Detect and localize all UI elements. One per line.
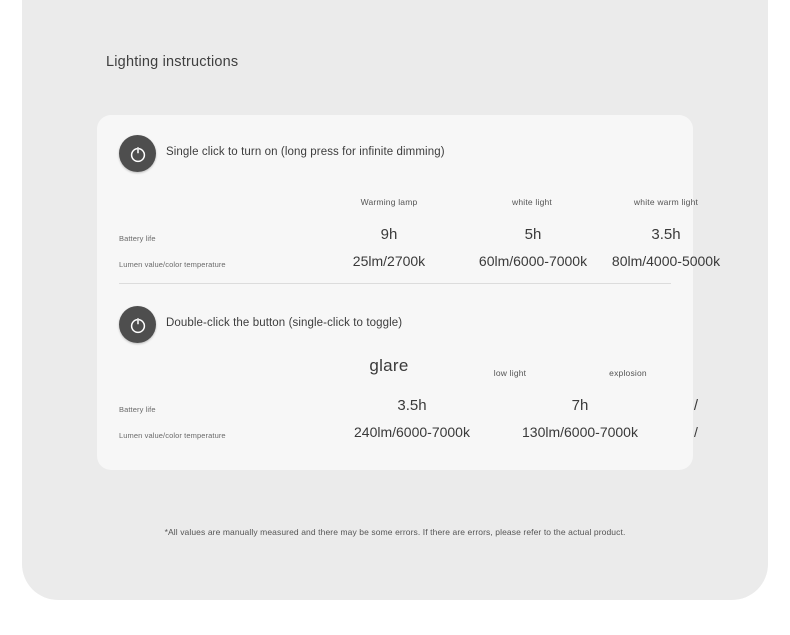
cell-lumen-1: 240lm/6000-7000k <box>354 424 470 440</box>
section-divider <box>119 283 671 284</box>
section-heading: Single click to turn on (long press for infinite dimming) <box>166 146 445 158</box>
column-header-2: white light <box>512 197 552 207</box>
section-heading: Double-click the button (single-click to toggle) <box>166 317 403 329</box>
cell-lumen-2: 130lm/6000-7000k <box>522 424 638 440</box>
row-label-lumen: Lumen value/color temperature <box>119 431 226 440</box>
row-label-lumen: Lumen value/color temperature <box>119 260 226 269</box>
page-title: Lighting instructions <box>106 54 239 70</box>
cell-lumen-3: / <box>694 424 698 440</box>
column-header-1: glare <box>369 356 409 375</box>
power-icon <box>119 306 156 343</box>
column-header-3: explosion <box>609 368 647 378</box>
section-single-click <box>97 135 721 269</box>
power-icon <box>119 135 156 172</box>
section-double-click <box>97 306 699 440</box>
cell-battery-2: 7h <box>571 397 589 414</box>
cell-battery-1: 9h <box>380 226 398 243</box>
cell-lumen-3: 80lm/4000-5000k <box>611 253 721 269</box>
footnote: *All values are manually measured and there may be some errors. If there are errors, please refer to the actual product. <box>164 527 626 537</box>
cell-battery-3: / <box>693 397 699 414</box>
cell-lumen-2: 60lm/6000-7000k <box>478 253 588 269</box>
section-header <box>97 135 693 179</box>
cell-battery-3: 3.5h <box>651 226 681 243</box>
instructions-card <box>97 115 721 470</box>
cell-battery-1: 3.5h <box>397 397 427 414</box>
row-label-battery-life: Battery life <box>119 234 156 243</box>
column-header-1: Warming lamp <box>360 197 418 207</box>
cell-lumen-1: 25lm/2700k <box>352 253 426 269</box>
row-label-battery-life: Battery life <box>119 405 156 414</box>
column-header-3: white warm light <box>633 197 699 207</box>
section-header <box>97 306 693 350</box>
cell-battery-2: 5h <box>524 226 542 243</box>
column-header-2: low light <box>493 368 527 378</box>
